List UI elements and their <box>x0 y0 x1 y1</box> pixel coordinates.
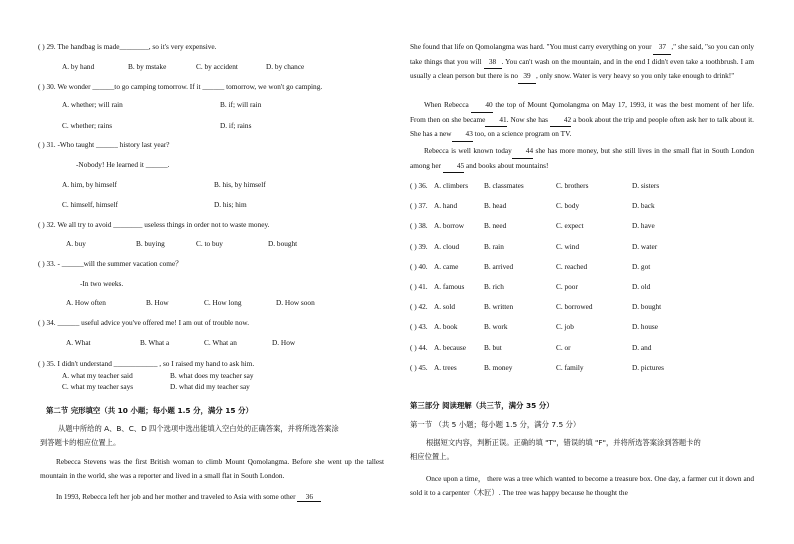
option-d: D. water <box>632 241 658 251</box>
question-number: ( ) 45. <box>410 362 428 372</box>
option-b: B. money <box>484 362 513 372</box>
option-a: A. hand <box>434 201 458 211</box>
option-a: A. whether; will rain <box>62 100 123 109</box>
blank-45: 45 <box>443 159 464 174</box>
option-d: D. by chance <box>266 62 305 71</box>
option-b: B. How <box>146 298 169 307</box>
section-1-instructions-line1: 根据短文内容，判断正误。正确的填 "T"，错误的填 "F"，并将所选答案涂到答题卡的 <box>426 438 701 447</box>
section-1-title: 第一节 （共 5 小题；每小题 1.5 分，满分 7.5 分） <box>410 420 581 429</box>
passage-text: When Rebecca <box>424 100 472 109</box>
option-a: A. buy <box>66 239 86 248</box>
question-31-stem: ( ) 31. -Who taught ______ history last year? <box>38 140 170 149</box>
option-c: C. job <box>556 322 574 332</box>
part-3-title: 第三部分 阅读理解（共三节，满分 35 分） <box>410 401 554 410</box>
option-a: A. cloud <box>434 241 460 251</box>
option-b: B. written <box>484 302 514 312</box>
question-29-stem: ( ) 29. The handbag is made________, so it's very expensive. <box>38 42 217 51</box>
question-number: ( ) 44. <box>410 342 428 352</box>
option-b: B. head <box>484 201 507 211</box>
blank-43: 43 <box>452 127 473 142</box>
question-32-stem: ( ) 32. We all try to avoid ________ useless things in order not to waste money. <box>38 220 270 229</box>
option-c: C. whether; rains <box>62 121 113 130</box>
option-b: B. rain <box>484 241 504 251</box>
option-c: C. what my teacher says <box>62 382 134 391</box>
option-a: A. trees <box>434 362 457 372</box>
passage-paragraph-2 <box>56 492 321 502</box>
option-b: B. buying <box>136 239 165 248</box>
blank-37: 37 <box>653 40 671 55</box>
option-a: A. book <box>434 322 458 332</box>
option-c: C. poor <box>556 282 578 291</box>
question-number: ( ) 41. <box>410 282 428 291</box>
option-a: A. famous <box>434 282 465 291</box>
option-a: A. borrow <box>434 221 464 231</box>
question-number: ( ) 37. <box>410 201 428 211</box>
option-c: C. body <box>556 201 580 211</box>
option-a: A. sold <box>434 302 456 312</box>
passage-text: too, on a science program on TV. <box>472 129 572 138</box>
passage-text: She found that life on Qomolangma was hard. "You must carry everything on your <box>410 42 654 51</box>
passage-paragraph-4 <box>410 98 754 142</box>
option-a: A. came <box>434 261 459 271</box>
option-c: C. family <box>556 362 584 372</box>
passage-paragraph-3 <box>410 40 754 84</box>
section-2-instructions-line2: 到答题卡的相应位置上。 <box>40 438 121 447</box>
option-c: C. brothers <box>556 181 589 190</box>
option-d: D. bought <box>632 302 662 312</box>
option-c: C. borrowed <box>556 302 593 312</box>
question-number: ( ) 43. <box>410 322 428 332</box>
question-35-stem: ( ) 35. I didn't understand ____________ , so I raised my hand to ask him. <box>38 359 255 368</box>
passage-text: she has more money, but she still lives in the small flat in South London among her <box>410 146 754 170</box>
question-33-sub: -In two weeks. <box>80 279 124 288</box>
option-b: B. rich <box>484 282 504 291</box>
option-c: C. himself, himself <box>62 200 118 209</box>
question-31-sub: -Nobody! He learned it ______. <box>76 160 170 169</box>
option-d: D. How soon <box>276 298 315 307</box>
passage-text: , only snow. Water is very heavy so you only take enough to drink!" <box>536 71 735 80</box>
passage-paragraph-5 <box>410 144 754 173</box>
blank-38: 38 <box>484 55 502 70</box>
option-b: B. what does my teacher say <box>170 371 254 380</box>
question-30-stem: ( ) 30. We wonder ______to go camping tomorrow. If it ______ tomorrow, we won't go camping. <box>38 82 323 91</box>
blank-41: 41 <box>485 113 506 128</box>
blank-42: 42 <box>550 113 571 128</box>
blank-40: 40 <box>471 98 492 113</box>
option-a: A. What <box>66 338 91 347</box>
option-c: C. expect <box>556 221 584 231</box>
option-d: D. sisters <box>632 181 660 190</box>
option-b: B. classmates <box>484 181 524 190</box>
question-number: ( ) 38. <box>410 221 428 231</box>
question-number: ( ) 40. <box>410 261 428 271</box>
passage-text: the top of Mount Qomolangma on May 17, 1993, it was the best moment of her life. From then on she became <box>410 100 754 124</box>
option-a: A. what my teacher said <box>62 371 133 380</box>
option-b: B. his, by himself <box>214 180 266 189</box>
passage-paragraph-1: Rebecca Stevens was the first British woman to climb Mount Qomolangma. Before she went up the tallest mountain in the world, she was a reporter and lived in a small flat in South London. <box>40 457 384 480</box>
option-d: D. if; rains <box>220 121 252 130</box>
option-a: A. because <box>434 342 467 352</box>
option-d: D. How <box>272 338 296 347</box>
option-d: D. house <box>632 322 658 332</box>
passage-text: ," she said, "so you can only take things that you will <box>410 42 754 66</box>
blank-36: 36 <box>297 492 321 502</box>
option-d: D. his; him <box>214 200 247 209</box>
option-d: D. pictures <box>632 362 665 372</box>
option-b: B. arrived <box>484 261 514 271</box>
option-b: B. work <box>484 322 508 332</box>
option-b: B. need <box>484 221 507 231</box>
option-c: C. wind <box>556 241 580 251</box>
option-d: D. bought <box>268 239 298 248</box>
section-2-instructions-line1: 从题中所给的 A、B、C、D 四个选项中选出能填入空白处的正确答案，并将所选答案涂 <box>58 424 339 433</box>
option-d: D. what did my teacher say <box>170 382 250 391</box>
blank-39: 39 <box>518 69 536 84</box>
reading-passage: Once upon a time， there was a tree which wanted to become a treasure box. One day, a farmer cut it down and sold it to a carpenter（木匠）. The tree was happy because he thought the <box>410 474 754 497</box>
option-c: C. What an <box>204 338 237 347</box>
passage-text: . Now she has <box>506 114 550 124</box>
option-d: D. back <box>632 201 655 211</box>
question-number: ( ) 42. <box>410 302 428 312</box>
passage-text: a book about the trip and people often ask her to talk about it. She has a new <box>410 114 754 138</box>
option-a: A. him, by himself <box>62 180 117 189</box>
passage-text: . You can't wash on the mountain, and in the end I didn't even take a toothbrush. I am usually a clean person but there is no <box>410 56 754 80</box>
passage-text: Rebecca is well known today <box>424 146 512 155</box>
option-c: C. reached <box>556 261 588 271</box>
option-d: D. and <box>632 342 652 352</box>
option-c: C. How long <box>204 298 242 307</box>
option-d: D. old <box>632 282 651 291</box>
section-2-title: 第二节 完形填空（共 10 小题；每小题 1.5 分，满分 15 分） <box>46 406 253 415</box>
option-a: A. climbers <box>434 181 469 190</box>
option-c: C. to buy <box>196 239 223 248</box>
option-b: B. by mstake <box>128 62 167 71</box>
question-number: ( ) 36. <box>410 181 428 190</box>
option-a: A. How often <box>66 298 106 307</box>
passage-text: and books about mountains! <box>464 160 549 170</box>
option-b: B. if; will rain <box>220 100 262 109</box>
option-c: C. by accident <box>196 62 238 71</box>
question-number: ( ) 39. <box>410 241 428 251</box>
question-33-stem: ( ) 33. - ______will the summer vacation come？ <box>38 259 183 268</box>
option-b: B. but <box>484 342 502 352</box>
option-a: A. by hand <box>62 62 95 71</box>
passage-text: In 1993, Rebecca left her job and her mother and traveled to Asia with some other <box>56 492 298 501</box>
blank-44: 44 <box>512 144 533 159</box>
question-34-stem: ( ) 34. ______ useful advice you've offered me! I am out of trouble now. <box>38 318 250 327</box>
option-b: B. What a <box>140 338 170 347</box>
option-c: C. or <box>556 342 571 352</box>
option-d: D. got <box>632 261 651 271</box>
section-1-instructions-line2: 相应位置上。 <box>410 452 454 461</box>
option-d: D. have <box>632 221 655 231</box>
